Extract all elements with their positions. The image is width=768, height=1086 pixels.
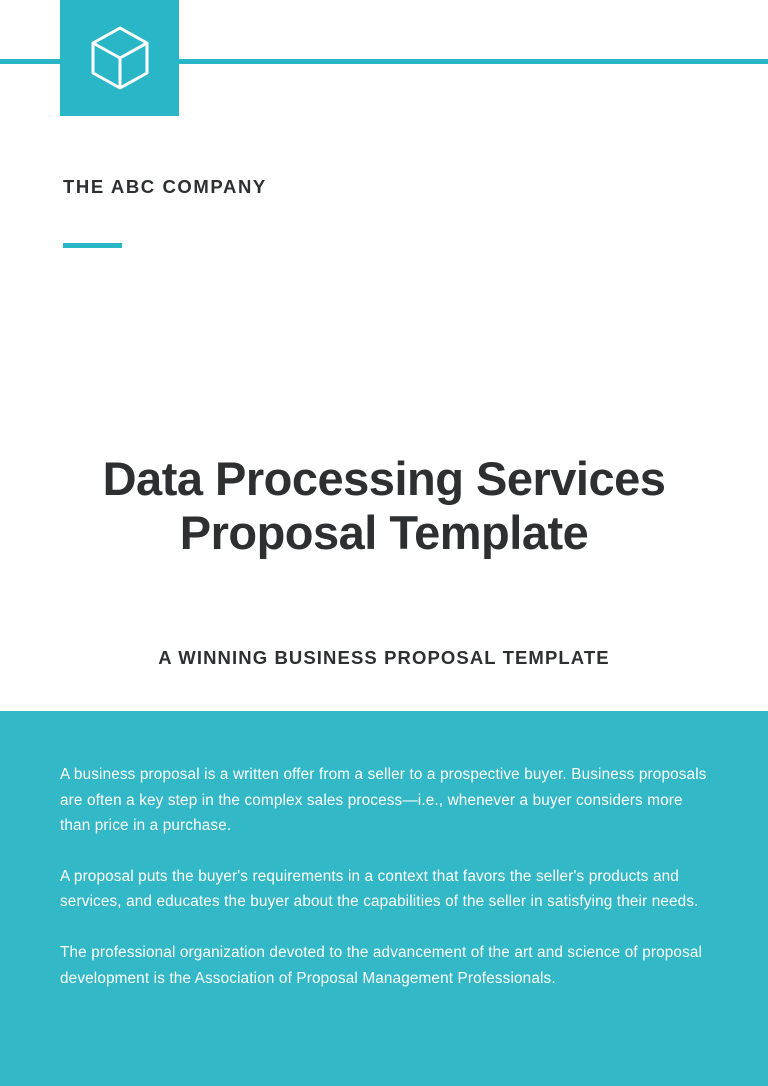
intro-paragraph: The professional organization devoted to the advancement of the art and science of proposal development is the Association of Proposal Management Professionals.: [60, 943, 703, 987]
accent-dash: [63, 243, 122, 248]
logo-block: [60, 0, 179, 116]
company-name: THE ABC COMPANY: [63, 176, 267, 197]
page-subtitle: A WINNING BUSINESS PROPOSAL TEMPLATE: [158, 647, 610, 668]
intro-body-text: [60, 762, 708, 991]
page-title: Data Processing Services Proposal Template: [102, 452, 666, 559]
intro-paragraph: A business proposal is a written offer from a seller to a prospective buyer. Business proposals are often a key step in the complex sales process—i.e., whenever a buyer considers more than price in a purchase.: [60, 766, 707, 835]
cube-outline-icon: [88, 24, 152, 92]
intro-panel: [0, 711, 768, 1086]
intro-paragraph: A proposal puts the buyer's requirements in a context that favors the seller's products and services, and educates the buyer about the capabilities of the seller in satisfying their needs.: [60, 867, 699, 911]
